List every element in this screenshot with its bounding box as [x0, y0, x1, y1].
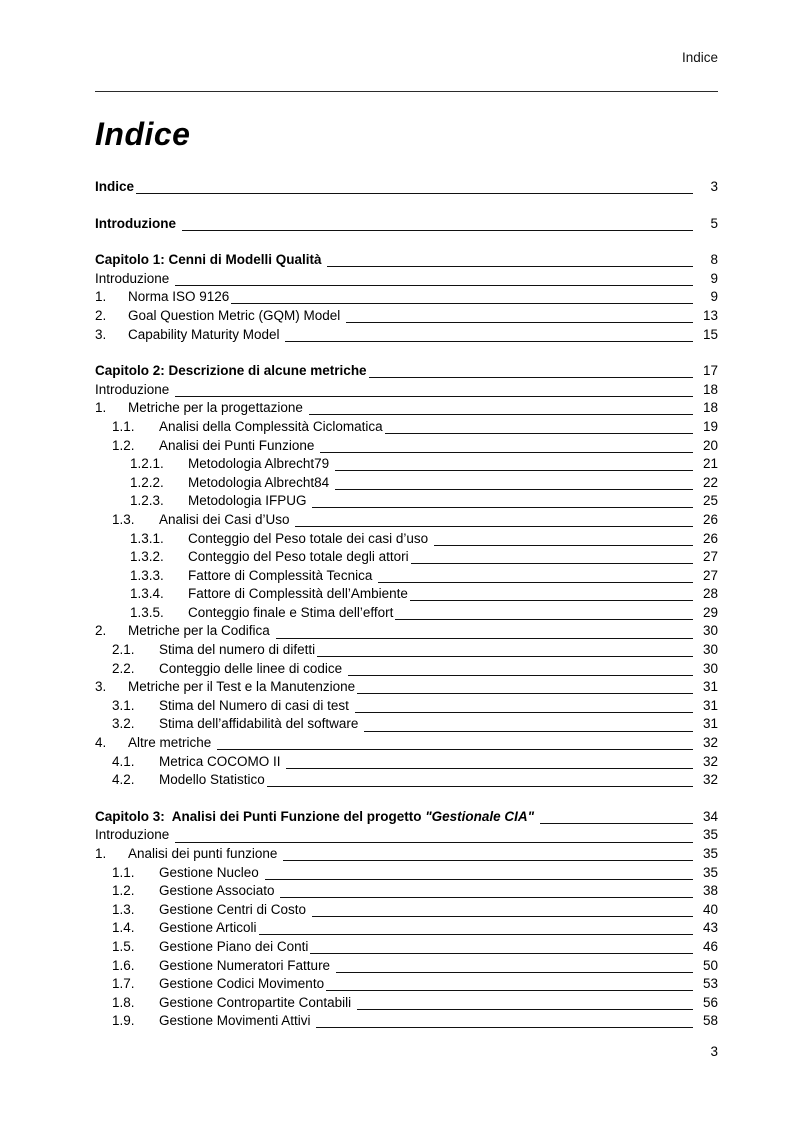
- tab-leader-line: [278, 882, 696, 901]
- toc-entry-label: Metodologia Albrecht79: [188, 456, 333, 472]
- toc-entry-page: 26: [702, 530, 718, 546]
- toc-entry-page: 3: [710, 179, 718, 194]
- tab-leader-line: [367, 362, 696, 381]
- tab-leader-line: [376, 567, 696, 586]
- toc-entry-label: Norma ISO 9126: [128, 289, 230, 305]
- toc-entry: [95, 919, 718, 938]
- toc-entry: [95, 381, 718, 400]
- toc-entry: [95, 734, 718, 753]
- toc-entry: [95, 641, 718, 660]
- tab-leader-line: [432, 530, 696, 549]
- toc-entry-number: 1.: [95, 289, 107, 305]
- tab-leader-line: [334, 957, 696, 976]
- toc-entry-label: Introduzione: [95, 381, 174, 397]
- toc-entry: [95, 845, 718, 864]
- toc-entry: [95, 938, 718, 957]
- tab-leader-line: [173, 381, 696, 400]
- toc-entry-page: 19: [702, 418, 718, 434]
- toc-section: [95, 808, 718, 1031]
- toc-entry-number: 4.1.: [112, 753, 135, 769]
- toc-entry-label: Conteggio finale e Stima dell’effort: [188, 604, 394, 620]
- toc-entry-page: 21: [702, 456, 718, 472]
- toc-entry-page: 56: [702, 994, 718, 1010]
- toc-entry-label: Conteggio del Peso totale degli attori: [188, 549, 409, 565]
- toc-entry-number: 1.: [95, 400, 107, 416]
- toc-entry-page: 18: [702, 381, 718, 397]
- toc-entry: [95, 826, 718, 845]
- toc-entry-page: 58: [702, 1013, 718, 1029]
- toc-entry-number: 2.1.: [112, 642, 135, 658]
- tab-leader-line: [355, 678, 696, 697]
- toc-entry-page: 27: [702, 549, 718, 565]
- toc-entry-number: 3.: [95, 679, 107, 695]
- toc-entry-number: 1.: [95, 846, 107, 861]
- toc-entry-number: 4.: [95, 735, 107, 751]
- toc-entry-page: 38: [702, 883, 718, 899]
- toc-entry-number: 2.2.: [112, 660, 135, 676]
- toc-entry-number: 1.9.: [112, 1013, 135, 1029]
- toc-entry-number: 1.3.4.: [130, 586, 164, 602]
- toc-entry: [95, 882, 718, 901]
- toc-entry-label: Introduzione: [95, 827, 174, 843]
- toc-entry-label: Capability Maturity Model: [128, 326, 284, 342]
- toc-entry: [95, 901, 718, 920]
- toc-entry-page: 17: [702, 363, 718, 379]
- tab-leader-line: [409, 548, 696, 567]
- toc-entry: [95, 622, 718, 641]
- running-header: Indice: [681, 50, 718, 65]
- tab-leader-line: [383, 418, 696, 437]
- toc-entry-number: 1.2.3.: [130, 493, 164, 509]
- toc-entry-page: 29: [702, 604, 718, 620]
- toc-entry-page: 35: [702, 864, 718, 880]
- toc-entry-label: Introduzione: [95, 270, 174, 286]
- toc-entry-page: 32: [702, 735, 718, 751]
- toc-entry-label: Introduzione: [95, 215, 180, 231]
- toc-entry: [95, 215, 718, 234]
- toc-entry: [95, 530, 718, 549]
- toc-entry-page: 8: [710, 252, 718, 268]
- toc-entry-label: Metriche per la Codifica: [128, 623, 274, 639]
- tab-leader-line: [134, 178, 696, 197]
- tab-leader-line: [314, 1012, 696, 1031]
- toc-entry: [95, 399, 718, 418]
- toc-entry-page: 25: [702, 493, 718, 509]
- toc-entry: [95, 437, 718, 456]
- toc-entry-number: 2.: [95, 307, 107, 323]
- toc-entry: [95, 771, 718, 790]
- toc-entry-page: 13: [702, 307, 718, 323]
- toc-entry-label: Stima del Numero di casi di test: [159, 697, 353, 713]
- toc-entry: [95, 270, 718, 289]
- toc-entry: [95, 326, 718, 345]
- toc-entry-page: 32: [702, 772, 718, 788]
- tab-leader-line: [315, 641, 696, 660]
- header-rule: [95, 91, 718, 92]
- toc-entry-number: 1.5.: [112, 938, 135, 954]
- toc-entry-number: 1.2.: [112, 437, 135, 453]
- toc-entry-page: 30: [702, 623, 718, 639]
- toc-entry: [95, 808, 718, 827]
- toc-entry-page: 28: [702, 586, 718, 602]
- toc-entry-label: Conteggio del Peso totale dei casi d’uso: [188, 530, 432, 546]
- toc-entry-label: Gestione Contropartite Contabili: [159, 994, 355, 1010]
- toc-entry-label: Conteggio delle linee di codice: [159, 660, 346, 676]
- toc-entry-label: Gestione Movimenti Attivi: [159, 1013, 315, 1029]
- toc-entry-page: 20: [702, 437, 718, 453]
- toc-entry: [95, 567, 718, 586]
- toc-entry: [95, 585, 718, 604]
- toc-entry-page: 34: [702, 808, 718, 824]
- toc-entry: [95, 715, 718, 734]
- toc-entry: [95, 492, 718, 511]
- toc-entry-page: 18: [702, 400, 718, 416]
- tab-leader-line: [173, 270, 696, 289]
- toc-section: [95, 251, 718, 344]
- toc-entry-label-italic: "Gestionale CIA": [425, 808, 538, 824]
- toc-entry-page: 31: [702, 697, 718, 713]
- tab-leader-line: [274, 622, 696, 641]
- toc-entry-label: Stima dell’affidabilità del software: [159, 716, 363, 732]
- toc-entry-label: Fattore di Complessità Tecnica: [188, 567, 377, 583]
- page-title: Indice: [95, 116, 191, 152]
- tab-leader-line: [538, 808, 696, 827]
- tab-leader-line: [281, 845, 696, 864]
- toc-entry-label: Goal Question Metric (GQM) Model: [128, 307, 345, 323]
- tab-leader-line: [324, 975, 696, 994]
- toc-section: [95, 362, 718, 790]
- tab-leader-line: [173, 826, 696, 845]
- tab-leader-line: [308, 938, 696, 957]
- toc-entry-number: 1.3.1.: [130, 530, 164, 546]
- tab-leader-line: [283, 326, 696, 345]
- tab-leader-line: [180, 215, 696, 234]
- tab-leader-line: [265, 771, 696, 790]
- toc-entry: [95, 1012, 718, 1031]
- toc-entry-number: 3.2.: [112, 716, 135, 732]
- toc-entry-label: Gestione Codici Movimento: [159, 976, 325, 992]
- toc-entry-label: Altre metriche: [128, 735, 216, 751]
- toc-entry-number: 2.: [95, 623, 107, 639]
- toc-entry-page: 35: [702, 846, 718, 861]
- tab-leader-line: [257, 919, 696, 938]
- toc-entry: [95, 697, 718, 716]
- toc-entry-number: 1.1.: [112, 864, 135, 880]
- toc-entry-page: 5: [710, 215, 718, 231]
- toc-entry-label: Capitolo 1: Cenni di Modelli Qualità: [95, 252, 326, 268]
- tab-leader-line: [284, 753, 696, 772]
- toc-entry-page: 22: [702, 474, 718, 490]
- toc-entry: [95, 864, 718, 883]
- toc-entry-page: 9: [710, 270, 718, 286]
- toc-entry-label: Analisi dei punti funzione: [128, 846, 282, 861]
- toc-entry-number: 1.7.: [112, 976, 135, 992]
- toc-entry: [95, 604, 718, 623]
- toc-entry-page: 53: [702, 976, 718, 992]
- tab-leader-line: [333, 455, 696, 474]
- toc-entry-page: 35: [702, 827, 718, 843]
- toc-entry-label: Analisi della Complessità Ciclomatica: [159, 418, 383, 434]
- toc-entry: [95, 474, 718, 493]
- tab-leader-line: [310, 901, 696, 920]
- toc-entry-number: 1.6.: [112, 957, 135, 973]
- toc-entry-number: 1.3.5.: [130, 604, 164, 620]
- tab-leader-line: [393, 604, 696, 623]
- toc-entry: [95, 548, 718, 567]
- tab-leader-line: [346, 660, 696, 679]
- toc-entry-number: 1.3.: [112, 511, 135, 527]
- toc-entry-number: 3.1.: [112, 697, 135, 713]
- toc-entry-label: Modello Statistico: [159, 772, 265, 788]
- tab-leader-line: [229, 288, 696, 307]
- toc-entry-page: 31: [702, 716, 718, 732]
- toc-entry-page: 27: [702, 567, 718, 583]
- tab-leader-line: [263, 864, 696, 883]
- toc-entry: [95, 455, 718, 474]
- toc-entry: [95, 178, 718, 197]
- toc-entry-page: 15: [702, 326, 718, 342]
- toc-entry-number: 1.2.2.: [130, 474, 164, 490]
- toc-entry-page: 43: [702, 920, 718, 936]
- toc-entry-page: 30: [702, 660, 718, 676]
- toc-entry-number: 1.3.3.: [130, 567, 164, 583]
- toc-entry-number: 1.1.: [112, 418, 135, 434]
- toc-entry-label: Metriche per il Test e la Manutenzione: [128, 679, 356, 695]
- toc-entry-page: 40: [702, 901, 718, 917]
- toc-entry-number: 1.2.1.: [130, 456, 164, 472]
- toc-entry: [95, 975, 718, 994]
- toc-entry-number: 1.4.: [112, 920, 135, 936]
- toc-entry: [95, 418, 718, 437]
- toc-entry-label: Gestione Associato: [159, 883, 279, 899]
- toc-entry-page: 30: [702, 642, 718, 658]
- toc-entry: [95, 307, 718, 326]
- toc-entry-label: Gestione Centri di Costo: [159, 901, 310, 917]
- tab-leader-line: [293, 511, 696, 530]
- toc-entry-number: 4.2.: [112, 772, 135, 788]
- toc-entry-page: 32: [702, 753, 718, 769]
- toc-entry: [95, 957, 718, 976]
- toc-entry-label: Analisi dei Punti Funzione: [159, 437, 319, 453]
- toc-entry-label: Fattore di Complessità dell’Ambiente: [188, 586, 408, 602]
- tab-leader-line: [355, 994, 696, 1013]
- toc-entry-page: 50: [702, 957, 718, 973]
- tab-leader-line: [325, 251, 696, 270]
- toc-entry-number: 3.: [95, 326, 107, 342]
- toc-entry-number: 1.8.: [112, 994, 135, 1010]
- toc-entry-label: Metriche per la progettazione: [128, 400, 307, 416]
- toc-entry: [95, 994, 718, 1013]
- toc-entry: [95, 678, 718, 697]
- toc-section: [95, 178, 718, 197]
- toc-entry: [95, 660, 718, 679]
- toc-entry: [95, 362, 718, 381]
- toc-entry-label: Analisi dei Casi d’Uso: [159, 511, 294, 527]
- footer-page-number: 3: [710, 1044, 718, 1059]
- tab-leader-line: [318, 437, 696, 456]
- toc-entry-number: 1.3.: [112, 901, 135, 917]
- toc-entry-label: Metodologia Albrecht84: [188, 474, 333, 490]
- toc-entry-label: Indice: [95, 179, 135, 194]
- toc-entry-label: Metodologia IFPUG: [188, 493, 311, 509]
- toc-entry-label: Gestione Articoli: [159, 920, 257, 936]
- toc-entry-label: Capitolo 3: Analisi dei Punti Funzione del progetto "Gestionale CIA": [95, 808, 538, 824]
- tab-leader-line: [408, 585, 696, 604]
- toc-entry-number: 1.3.2.: [130, 549, 164, 565]
- toc-section: [95, 215, 718, 234]
- tab-leader-line: [362, 715, 696, 734]
- toc-entry-label: Gestione Nucleo: [159, 864, 263, 880]
- toc-entry: [95, 288, 718, 307]
- tab-leader-line: [353, 697, 696, 716]
- toc-entry-label: Gestione Piano dei Conti: [159, 938, 309, 954]
- tab-leader-line: [215, 734, 696, 753]
- toc-entry-page: 31: [702, 679, 718, 695]
- toc-entry: [95, 251, 718, 270]
- toc-entry-label: Capitolo 2: Descrizione di alcune metriche: [95, 363, 367, 379]
- toc-entry: [95, 753, 718, 772]
- toc-entry-number: 1.2.: [112, 883, 135, 899]
- toc-entry: [95, 511, 718, 530]
- tab-leader-line: [307, 399, 696, 418]
- tab-leader-line: [344, 307, 696, 326]
- toc-entry-page: 26: [702, 511, 718, 527]
- toc-entry-label: Metrica COCOMO II: [159, 753, 285, 769]
- toc-entry-label: Gestione Numeratori Fatture: [159, 957, 334, 973]
- tab-leader-line: [310, 492, 696, 511]
- toc-entry-page: 46: [702, 938, 718, 954]
- tab-leader-line: [333, 474, 696, 493]
- toc-entry-label: Stima del numero di difetti: [159, 642, 316, 658]
- toc-entry-page: 9: [710, 289, 718, 305]
- table-of-contents: [95, 178, 718, 1031]
